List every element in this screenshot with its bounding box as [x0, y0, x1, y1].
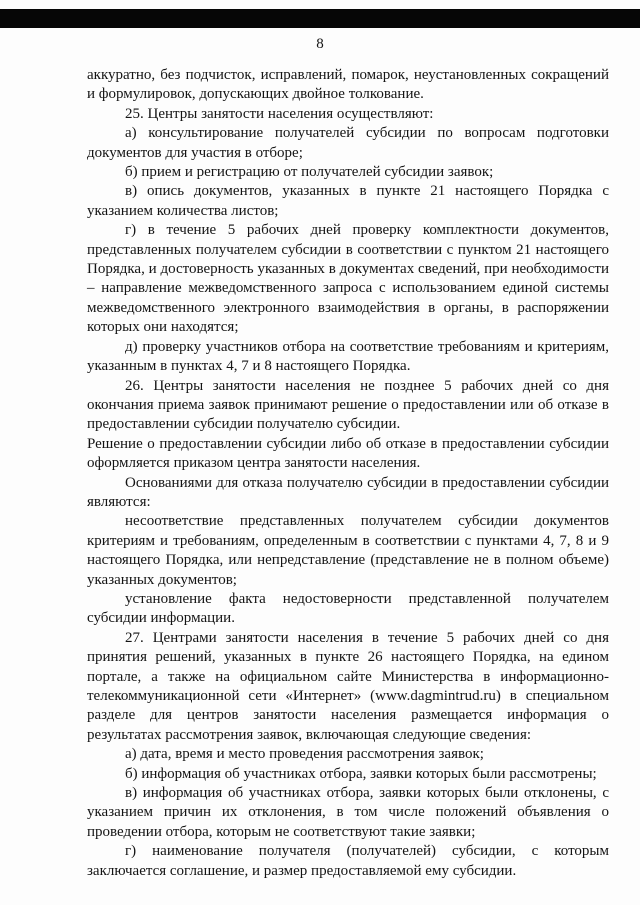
clause-26: 26. Центры занятости населения не позднее 5 рабочих дней со дня окончания приема заявок принимают решение о предоставлении или об отказе в предоставлении субсидии получателю субсидии. [87, 377, 609, 433]
clause-27-v: в) информация об участниках отбора, заявки которых были отклонены, с указанием причин их отклонения, в том числе положений объявления о проведении отбора, которым не соответствуют такие заявки; [87, 785, 609, 840]
clause-25-v: в) опись документов, указанных в пункте 21 настоящего Порядка с указанием количества листов; [87, 183, 609, 219]
scan-artifact-bar [0, 9, 640, 28]
document-body [0, 66, 640, 881]
paragraph-refusal-ground-1: несоответствие представленных получателем субсидии документов критериям и требованиям, определенным в соответствии с пунктами 4, 7, 8 и 9 настоящего Порядка, или непредставление (представление не в полном объеме) указанных документов; [87, 513, 609, 588]
clause-25: 25. Центры занятости населения осуществляют: [125, 105, 434, 122]
paragraph-decision: Решение о предоставлении субсидии либо об отказе в предоставлении субсидии оформляется приказом центра занятости населения. [87, 435, 609, 472]
paragraph-continuation: аккуратно, без подчисток, исправлений, помарок, неустановленных сокращений и формулировок, допускающих двойное толкование. [87, 67, 609, 103]
clause-25-g: г) в течение 5 рабочих дней проверку комплектности документов, представленных получателем субсидии в соответствии с пунктом 21 настоящего Порядка, и достоверность указанных в документах сведений, при необходимости – направление межведомственного запроса с использованием единой системы межведомственного электронного взаимодействия в органы, в распоряжении которых они находятся; [87, 222, 609, 336]
clause-25-d: д) проверку участников отбора на соответствие требованиям и критериям, указанным в пунктах 4, 7 и 8 настоящего Порядка. [87, 338, 609, 375]
clause-27-g: г) наименование получателя (получателей) субсидии, с которым заключается соглашение, и размер предоставляемой ему субсидии. [87, 843, 609, 879]
clause-25-a: а) консультирование получателей субсидии по вопросам подготовки документов для участия в отборе; [87, 125, 609, 161]
page-number: 8 [316, 36, 324, 52]
paragraph-refusal-grounds: Основаниями для отказа получателю субсидии в предоставлении субсидии являются: [87, 474, 609, 510]
clause-27-a: а) дата, время и место проведения рассмотрения заявок; [125, 746, 484, 763]
paragraph-refusal-ground-2: установление факта недостоверности представленной получателем субсидии информации. [87, 590, 609, 627]
clause-27: 27. Центрами занятости населения в течение 5 рабочих дней со дня принятия решений, указанных в пункте 26 настоящего Порядка, на едином портале, а также на официальном сайте Министерства в информационно-телекоммуникационной сети «Интернет» (www.dagmintrud.ru) в специальном разделе для центров занятости населения размещается информация о результатах рассмотрения заявок, включающая следующие сведения: [87, 629, 609, 743]
clause-25-b: б) прием и регистрацию от получателей субсидии заявок; [125, 164, 494, 181]
clause-27-b: б) информация об участниках отбора, заявки которых были рассмотрены; [125, 765, 597, 782]
